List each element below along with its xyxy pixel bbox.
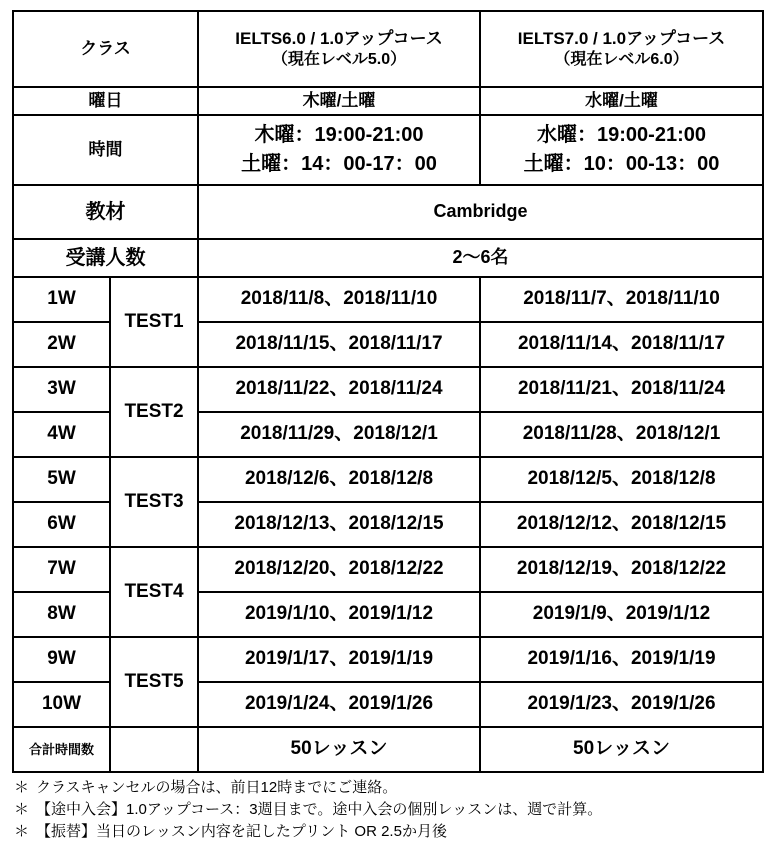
total-lessons-1: 50レッスン <box>198 727 480 772</box>
test-label: TEST5 <box>110 637 198 727</box>
material-value: Cambridge <box>198 185 763 239</box>
days-row <box>13 87 763 115</box>
material-label: 教材 <box>13 185 198 239</box>
week-label: 8W <box>13 592 110 637</box>
course-level-1: （現在レベル5.0） <box>271 50 407 68</box>
table-row <box>13 457 763 502</box>
date-cell: 2019/1/9、2019/1/12 <box>480 592 763 637</box>
notes <box>14 777 764 843</box>
date-cell: 2018/11/8、2018/11/10 <box>198 277 480 322</box>
date-cell: 2019/1/23、2019/1/26 <box>480 682 763 727</box>
capacity-label: 受講人数 <box>13 239 198 277</box>
class-label: クラス <box>13 11 198 87</box>
course-header-1 <box>198 11 480 87</box>
date-cell: 2019/1/17、2019/1/19 <box>198 637 480 682</box>
date-cell: 2018/12/6、2018/12/8 <box>198 457 480 502</box>
days-value-2: 水曜/土曜 <box>480 87 763 115</box>
time-label: 時間 <box>13 115 198 185</box>
date-cell: 2018/11/28、2018/12/1 <box>480 412 763 457</box>
note-item <box>14 777 764 799</box>
note-text: 【振替】当日のレッスン内容を記したプリント OR 2.5か月後 <box>36 823 447 840</box>
week-label: 1W <box>13 277 110 322</box>
course-title-1: IELTS6.0 / 1.0アップコース <box>235 29 443 49</box>
course-title-2: IELTS7.0 / 1.0アップコース <box>517 29 726 49</box>
week-label: 3W <box>13 367 110 412</box>
table-row <box>13 367 763 412</box>
week-label: 4W <box>13 412 110 457</box>
days-label: 曜日 <box>13 87 198 115</box>
time-value-1 <box>198 115 480 185</box>
date-cell: 2018/12/13、2018/12/15 <box>198 502 480 547</box>
course-schedule-table <box>12 10 764 773</box>
test-label: TEST2 <box>110 367 198 457</box>
days-value-1: 木曜/土曜 <box>198 87 480 115</box>
date-cell: 2019/1/24、2019/1/26 <box>198 682 480 727</box>
date-cell: 2018/11/21、2018/11/24 <box>480 367 763 412</box>
note-item <box>14 821 764 843</box>
time-line: 土曜：10：00-13：00 <box>523 153 720 175</box>
capacity-value: 2〜6名 <box>198 239 763 277</box>
total-lessons-2: 50レッスン <box>480 727 763 772</box>
date-cell: 2018/11/7、2018/11/10 <box>480 277 763 322</box>
table-row <box>13 547 763 592</box>
table-row <box>13 277 763 322</box>
time-line: 土曜：14：00-17：00 <box>241 153 437 175</box>
table-row <box>13 637 763 682</box>
date-cell: 2018/11/15、2018/11/17 <box>198 322 480 367</box>
week-label: 9W <box>13 637 110 682</box>
week-label: 2W <box>13 322 110 367</box>
material-row <box>13 185 763 239</box>
total-row <box>13 727 763 772</box>
test-label: TEST3 <box>110 457 198 547</box>
test-label: TEST1 <box>110 277 198 367</box>
test-label: TEST4 <box>110 547 198 637</box>
total-label: 合計時間数 <box>13 727 110 772</box>
note-item <box>14 799 764 821</box>
time-line: 水曜：19:00-21:00 <box>537 124 706 146</box>
date-cell: 2018/11/22、2018/11/24 <box>198 367 480 412</box>
note-text: 【途中入会】1.0アップコース：3週目まで。途中入会の個別レッスンは、週で計算。 <box>36 801 603 818</box>
note-text: クラスキャンセルの場合は、前日12時までにご連絡。 <box>36 779 398 796</box>
week-label: 7W <box>13 547 110 592</box>
date-cell: 2018/11/29、2018/12/1 <box>198 412 480 457</box>
week-label: 6W <box>13 502 110 547</box>
week-label: 5W <box>13 457 110 502</box>
header-row <box>13 11 763 87</box>
week-label: 10W <box>13 682 110 727</box>
date-cell: 2018/12/20、2018/12/22 <box>198 547 480 592</box>
time-row <box>13 115 763 185</box>
date-cell: 2018/12/12、2018/12/15 <box>480 502 763 547</box>
time-line: 木曜：19:00-21:00 <box>254 124 424 146</box>
time-value-2 <box>480 115 763 185</box>
course-level-2: （現在レベル6.0） <box>554 50 689 68</box>
total-empty-cell <box>110 727 198 772</box>
date-cell: 2018/12/5、2018/12/8 <box>480 457 763 502</box>
date-cell: 2018/11/14、2018/11/17 <box>480 322 763 367</box>
asterisk-icon: ＊ <box>14 779 30 796</box>
capacity-row <box>13 239 763 277</box>
date-cell: 2018/12/19、2018/12/22 <box>480 547 763 592</box>
date-cell: 2019/1/10、2019/1/12 <box>198 592 480 637</box>
asterisk-icon: ＊ <box>14 801 30 818</box>
date-cell: 2019/1/16、2019/1/19 <box>480 637 763 682</box>
course-header-2 <box>480 11 763 87</box>
asterisk-icon: ＊ <box>14 823 30 840</box>
